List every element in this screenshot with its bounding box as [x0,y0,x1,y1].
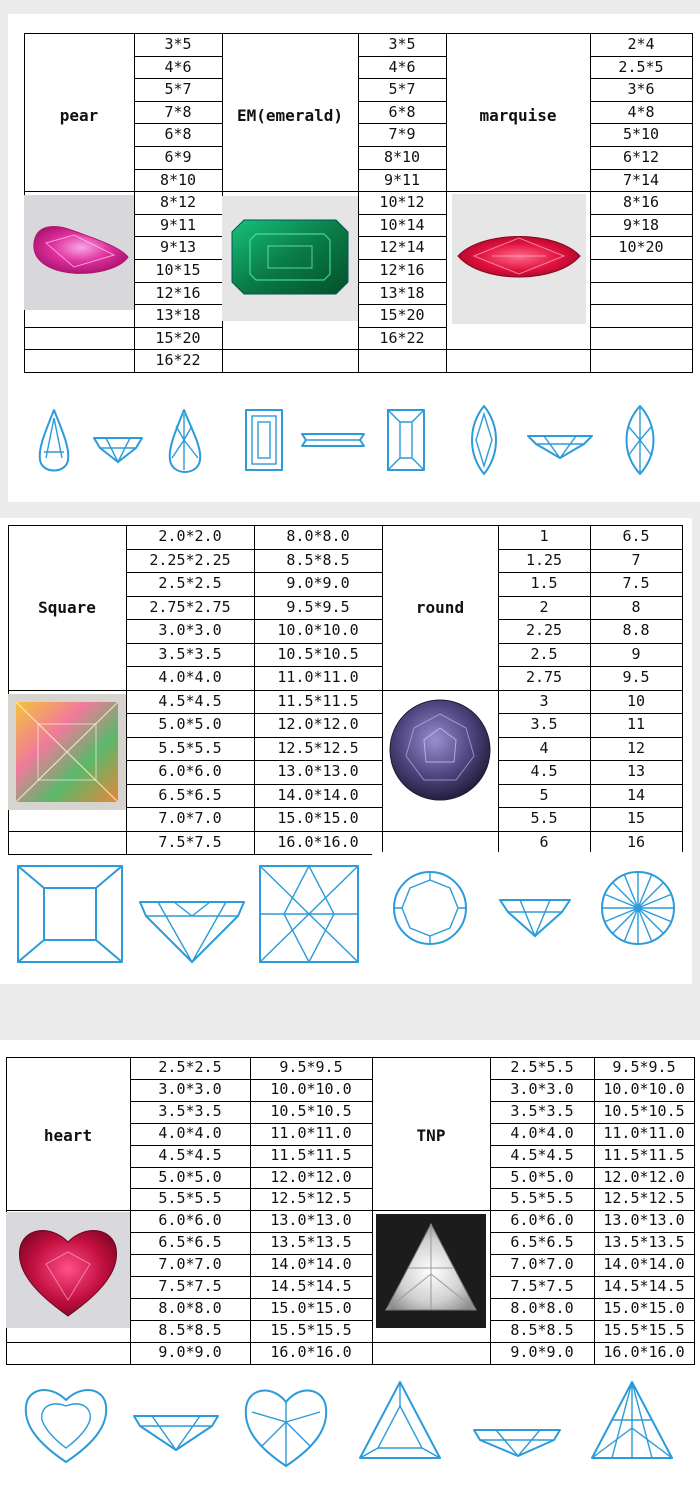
grid-line [24,191,134,192]
emerald-size-cell: 4*6 [388,57,416,76]
grid-line [590,146,692,147]
grid-line [6,1057,694,1058]
grid-line [126,572,382,573]
grid-line [126,784,382,785]
tnp-size-cell: 5.5*5.5 [510,1189,574,1208]
grid-line [358,123,446,124]
round-size-cell: 7.5 [622,574,650,592]
round-size-cell: 3.5 [530,715,558,733]
grid-line [126,619,382,620]
tnp-size-cell: 6.0*6.0 [510,1211,574,1230]
grid-line [590,349,692,350]
square-size-cell: 12.5*12.5 [277,738,359,757]
tnp-size-cell: 11.5*11.5 [603,1145,685,1164]
square-size-cell: 12.0*12.0 [277,715,359,733]
heart-size-cell: 3.0*3.0 [158,1079,222,1098]
trillion-cut-diagram [350,1368,692,1484]
grid-line [590,236,692,237]
square-cut-diagram [8,858,368,968]
grid-line [590,169,692,170]
square-size-cell: 2.75*2.75 [149,597,231,616]
marquise-size-cell: 8*16 [622,193,660,212]
round-size-cell: 2.25 [525,621,563,639]
green-emerald-gem-photo [222,196,358,321]
pear-size-cell: 9*11 [159,215,197,234]
clear-trillion-gem-photo [376,1214,486,1328]
grid-line [498,713,682,714]
round-size-cell: 1 [539,527,549,545]
round-size-cell: 6 [539,832,549,851]
round-size-cell: 1.25 [525,550,563,569]
grid-line [358,259,446,260]
grid-line [134,101,222,102]
grid-line [498,737,682,738]
label-heart: heart [43,1126,93,1145]
tnp-size-cell: 9.0*9.0 [510,1342,574,1361]
emerald-size-cell: 8*10 [383,148,421,166]
tnp-size-cell: 4.0*4.0 [510,1123,574,1142]
round-size-cell: 6.5 [622,527,650,545]
grid-line [498,596,682,597]
grid-line [126,666,382,667]
square-size-cell: 13.0*13.0 [277,762,359,780]
tnp-size-cell: 15.0*15.0 [603,1298,685,1317]
square-size-cell: 2.5*2.5 [158,574,222,592]
emerald-size-cell: 7*9 [388,125,416,144]
grid-line [126,690,382,691]
tnp-size-cell: 8.5*8.5 [510,1320,574,1339]
round-size-cell: 2.75 [525,668,563,686]
round-size-cell: 8.8 [622,621,650,639]
grid-line [358,169,446,170]
purple-round-gem-photo [384,694,496,806]
grid-line [590,78,692,79]
grid-line [8,831,126,832]
square-size-cell: 10.5*10.5 [277,644,359,663]
square-size-cell: 15.0*15.0 [277,809,359,827]
grid-line [358,282,446,283]
grid-line [8,690,126,691]
heart-size-cell: 4.0*4.0 [158,1123,222,1142]
grid-line [498,690,682,691]
grid-line [126,760,382,761]
grid-line [134,304,222,305]
grid-line [358,214,446,215]
grid-line [134,236,222,237]
heart-size-cell: 7.0*7.0 [158,1255,222,1274]
heart-size-cell: 3.5*3.5 [158,1101,222,1120]
heart-size-cell: 11.5*11.5 [270,1145,352,1164]
tnp-size-cell: 14.0*14.0 [603,1255,685,1274]
grid-line [358,349,446,350]
tnp-size-cell: 13.0*13.0 [603,1211,685,1230]
square-size-cell: 9.0*9.0 [286,574,350,592]
marquise-size-cell: 6*12 [622,148,660,166]
square-size-cell: 7.0*7.0 [158,809,222,827]
round-size-cell: 2.5 [530,644,558,663]
grid-line [134,123,222,124]
grid-line [134,146,222,147]
pear-size-cell: 4*6 [164,57,192,76]
grid-line [590,214,692,215]
grid-line [222,191,358,192]
heart-size-cell: 4.5*4.5 [158,1145,222,1164]
pear-size-cell: 9*13 [159,238,197,257]
tnp-size-cell: 10.5*10.5 [603,1101,685,1120]
marquise-cut-diagram [446,400,692,480]
pear-size-cell: 6*8 [164,125,192,144]
grid-line [446,349,590,350]
emerald-size-cell: 9*11 [383,170,421,189]
square-size-cell: 2.25*2.25 [149,550,231,569]
emerald-size-cell: 12*14 [379,238,425,257]
square-size-cell: 8.5*8.5 [286,550,350,569]
marquise-size-cell: 2*4 [627,35,655,53]
square-size-cell: 2.0*2.0 [158,527,222,545]
tnp-size-cell: 12.5*12.5 [603,1189,685,1208]
grid-line [8,525,682,526]
square-size-cell: 14.0*14.0 [277,785,359,804]
heart-size-cell: 13.5*13.5 [270,1233,352,1252]
grid-line [358,101,446,102]
heart-size-cell: 12.0*12.0 [270,1167,352,1186]
grid-line [590,101,692,102]
square-size-cell: 5.5*5.5 [158,738,222,757]
marquise-size-cell: 9*18 [622,215,660,234]
label-square: Square [38,598,96,617]
grid-line [590,282,692,283]
grid-line [358,146,446,147]
marquise-size-cell: 7*14 [622,170,660,189]
square-size-cell: 9.5*9.5 [286,597,350,616]
round-size-cell: 11 [626,715,646,733]
pear-size-cell: 16*22 [155,351,201,370]
round-size-cell: 2 [539,597,549,616]
grid-line [372,1210,490,1211]
tnp-size-cell: 8.0*8.0 [510,1298,574,1317]
multicolor-square-gem-photo [8,694,126,810]
label-tnp: TNP [416,1126,446,1145]
grid-line [498,760,682,761]
heart-size-cell: 8.0*8.0 [158,1298,222,1317]
grid-line [126,831,382,832]
emerald-size-cell: 6*8 [388,102,416,121]
square-size-cell: 6.5*6.5 [158,785,222,804]
tnp-size-cell: 16.0*16.0 [603,1342,685,1361]
tnp-size-cell: 13.5*13.5 [603,1233,685,1252]
grid-line [134,78,222,79]
round-size-cell: 4.5 [530,762,558,780]
tnp-size-cell: 3.0*3.0 [510,1079,574,1098]
square-size-cell: 4.0*4.0 [158,668,222,686]
round-size-cell: 1.5 [530,574,558,592]
pink-pear-gem-photo [24,195,134,310]
heart-size-cell: 2.5*2.5 [158,1058,222,1076]
round-size-cell: 3 [539,691,549,710]
square-size-cell: 16.0*16.0 [277,832,359,851]
pear-size-cell: 5*7 [164,80,192,99]
label-marquise: marquise [479,106,557,125]
grid-line [134,259,222,260]
round-size-cell: 4 [539,738,549,757]
round-size-cell: 10 [626,691,646,710]
grid-line [446,33,447,373]
grid-line [498,643,682,644]
pear-size-cell: 13*18 [155,306,201,325]
marquise-size-cell: 2.5*5 [618,57,664,76]
grid-line [126,549,382,550]
round-size-cell: 12 [626,738,646,757]
heart-size-cell: 9.0*9.0 [158,1342,222,1361]
grid-line [590,191,692,192]
grid-line [590,56,692,57]
label-emerald: EM(emerald) [237,106,343,125]
tnp-size-cell: 6.5*6.5 [510,1233,574,1252]
square-size-cell: 11.0*11.0 [277,668,359,686]
emerald-size-cell: 3*5 [388,35,416,53]
grid-line [498,666,682,667]
round-size-cell: 15 [626,809,646,827]
square-size-cell: 3.0*3.0 [158,621,222,639]
heart-size-cell: 9.5*9.5 [279,1058,343,1076]
heart-size-cell: 14.0*14.0 [270,1255,352,1274]
marquise-size-cell: 4*8 [627,102,655,121]
grid-line [358,191,446,192]
grid-line [126,596,382,597]
pear-size-cell: 3*5 [164,35,192,53]
heart-size-cell: 10.5*10.5 [270,1101,352,1120]
grid-line [6,1342,130,1343]
heart-size-cell: 6.5*6.5 [158,1233,222,1252]
tnp-size-cell: 7.5*7.5 [510,1277,574,1295]
heart-cut-diagram [6,1366,346,1484]
label-pear: pear [59,106,99,125]
grid-line [126,807,382,808]
pear-size-cell: 7*8 [164,102,192,121]
grid-line [498,619,682,620]
tnp-size-cell: 9.5*9.5 [612,1058,676,1076]
heart-size-cell: 13.0*13.0 [270,1211,352,1230]
tnp-size-cell: 7.0*7.0 [510,1255,574,1274]
tnp-size-cell: 15.5*15.5 [603,1320,685,1339]
grid-line [358,78,446,79]
pear-size-cell: 8*10 [159,170,197,189]
heart-size-cell: 7.5*7.5 [158,1277,222,1295]
tnp-size-cell: 5.0*5.0 [510,1167,574,1186]
grid-line [134,214,222,215]
emerald-size-cell: 5*7 [388,80,416,99]
grid-line [134,169,222,170]
red-marquise-gem-photo [452,194,586,324]
round-size-cell: 5 [539,785,549,804]
grid-line [126,737,382,738]
pear-cut-diagram [24,400,220,485]
round-size-cell: 9 [631,644,641,663]
round-size-cell: 9.5 [622,668,650,686]
grid-line [372,1342,490,1343]
round-size-cell: 14 [626,785,646,804]
tnp-size-cell: 10.0*10.0 [603,1079,685,1098]
grid-line [498,572,682,573]
heart-size-cell: 15.5*15.5 [270,1320,352,1339]
grid-line [498,831,682,832]
emerald-size-cell: 10*14 [379,215,425,234]
grid-line [498,807,682,808]
pear-size-cell: 12*16 [155,283,201,302]
grid-line [590,304,692,305]
emerald-size-cell: 15*20 [379,306,425,325]
square-size-cell: 7.5*7.5 [158,832,222,851]
emerald-cut-diagram [222,400,444,480]
pear-size-cell: 10*15 [155,261,201,279]
heart-size-cell: 5.5*5.5 [158,1189,222,1208]
heart-size-cell: 8.5*8.5 [158,1320,222,1339]
red-heart-gem-photo [6,1212,130,1328]
heart-size-cell: 14.5*14.5 [270,1277,352,1295]
tnp-size-cell: 14.5*14.5 [603,1277,685,1295]
grid-line [134,56,222,57]
heart-size-cell: 16.0*16.0 [270,1342,352,1361]
grid-line [126,713,382,714]
grid-line [692,33,693,373]
round-size-cell: 16 [626,832,646,851]
grid-line [358,56,446,57]
heart-size-cell: 5.0*5.0 [158,1167,222,1186]
grid-line [126,643,382,644]
grid-line [382,831,498,832]
grid-line [498,549,682,550]
grid-line [6,1364,694,1365]
round-size-cell: 5.5 [530,809,558,827]
square-size-cell: 3.5*3.5 [158,644,222,663]
grid-line [382,690,498,691]
pear-size-cell: 6*9 [164,148,192,166]
square-size-cell: 5.0*5.0 [158,715,222,733]
grid-line [358,236,446,237]
round-size-cell: 13 [626,762,646,780]
heart-size-cell: 10.0*10.0 [270,1079,352,1098]
square-size-cell: 10.0*10.0 [277,621,359,639]
grid-line [358,327,446,328]
round-size-cell: 8 [631,597,641,616]
marquise-size-cell: 5*10 [622,125,660,144]
round-cut-diagram [372,852,692,966]
square-size-cell: 11.5*11.5 [277,691,359,710]
grid-line [590,259,692,260]
tnp-size-cell: 4.5*4.5 [510,1145,574,1164]
tnp-size-cell: 11.0*11.0 [603,1123,685,1142]
grid-line [446,191,590,192]
round-size-cell: 7 [631,550,641,569]
grid-line [694,1057,695,1365]
grid-line [590,123,692,124]
emerald-size-cell: 12*16 [379,261,425,279]
heart-size-cell: 15.0*15.0 [270,1298,352,1317]
heart-size-cell: 12.5*12.5 [270,1189,352,1208]
heart-size-cell: 11.0*11.0 [270,1123,352,1142]
grid-line [134,327,222,328]
marquise-size-cell: 10*20 [618,238,664,257]
grid-line [222,349,358,350]
grid-line [24,349,134,350]
square-size-cell: 6.0*6.0 [158,762,222,780]
emerald-size-cell: 16*22 [379,328,425,347]
grid-line [134,191,222,192]
pear-size-cell: 15*20 [155,328,201,347]
marquise-size-cell: 3*6 [627,80,655,99]
tnp-size-cell: 12.0*12.0 [603,1167,685,1186]
grid-line [682,525,683,855]
grid-line [590,327,692,328]
tnp-size-cell: 3.5*3.5 [510,1101,574,1120]
grid-line [134,349,222,350]
square-size-cell: 4.5*4.5 [158,691,222,710]
square-size-cell: 8.0*8.0 [286,527,350,545]
emerald-size-cell: 13*18 [379,283,425,302]
emerald-size-cell: 10*12 [379,193,425,212]
pear-size-cell: 8*12 [159,193,197,212]
tnp-size-cell: 2.5*5.5 [510,1058,574,1076]
grid-line [498,784,682,785]
grid-line [134,282,222,283]
grid-line [24,327,134,328]
label-round: round [415,598,465,617]
heart-size-cell: 6.0*6.0 [158,1211,222,1230]
grid-line [358,304,446,305]
